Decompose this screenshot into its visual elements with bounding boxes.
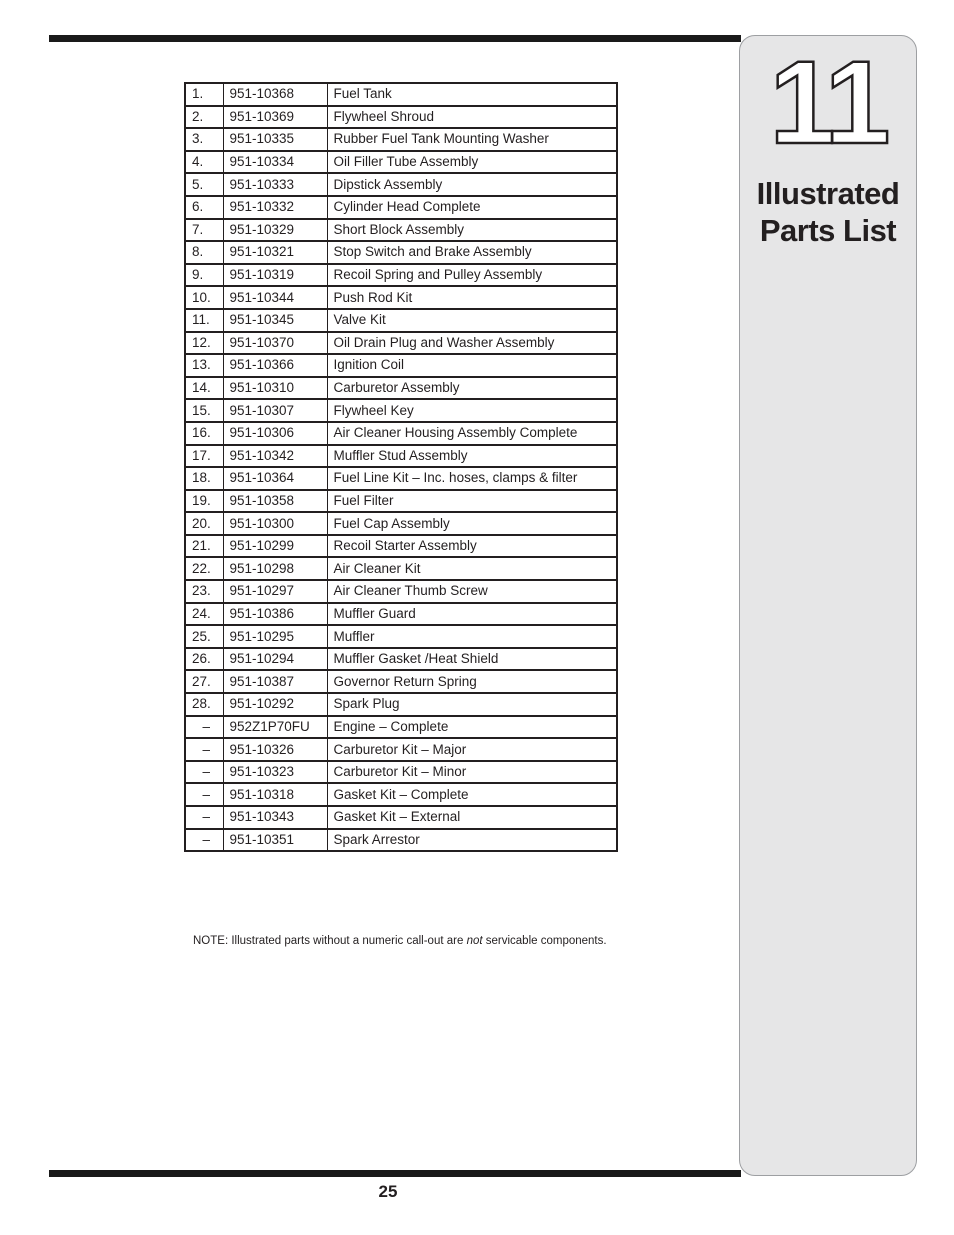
ref-number: 15. bbox=[185, 399, 223, 422]
part-description: Gasket Kit – Complete bbox=[327, 783, 617, 806]
table-row bbox=[185, 106, 617, 129]
part-description: Spark Arrestor bbox=[327, 829, 617, 852]
table-row bbox=[185, 648, 617, 671]
note-emphasis: not bbox=[466, 935, 483, 947]
table-row bbox=[185, 173, 617, 196]
table-row bbox=[185, 128, 617, 151]
part-description: Rubber Fuel Tank Mounting Washer bbox=[327, 128, 617, 151]
part-number: 951-10323 bbox=[223, 761, 327, 784]
part-description: Ignition Coil bbox=[327, 354, 617, 377]
part-number: 951-10329 bbox=[223, 219, 327, 242]
chapter-title bbox=[739, 175, 917, 249]
table-row bbox=[185, 196, 617, 219]
ref-number: 6. bbox=[185, 196, 223, 219]
ref-number: 20. bbox=[185, 512, 223, 535]
part-number: 951-10368 bbox=[223, 83, 327, 106]
table-row bbox=[185, 332, 617, 355]
ref-number: 2. bbox=[185, 106, 223, 129]
part-description: Air Cleaner Housing Assembly Complete bbox=[327, 422, 617, 445]
part-description: Flywheel Key bbox=[327, 399, 617, 422]
ref-number: 21. bbox=[185, 535, 223, 558]
part-number: 951-10370 bbox=[223, 332, 327, 355]
part-number: 951-10306 bbox=[223, 422, 327, 445]
table-row bbox=[185, 354, 617, 377]
part-number: 951-10295 bbox=[223, 625, 327, 648]
table-row bbox=[185, 670, 617, 693]
ref-number: 16. bbox=[185, 422, 223, 445]
table-row bbox=[185, 445, 617, 468]
table-row bbox=[185, 309, 617, 332]
table-row bbox=[185, 580, 617, 603]
part-number: 951-10321 bbox=[223, 241, 327, 264]
part-description: Muffler Stud Assembly bbox=[327, 445, 617, 468]
table-row bbox=[185, 783, 617, 806]
part-number: 951-10319 bbox=[223, 264, 327, 287]
table-row bbox=[185, 829, 617, 852]
part-number: 952Z1P70FU bbox=[223, 716, 327, 739]
ref-number: – bbox=[185, 806, 223, 829]
part-number: 951-10294 bbox=[223, 648, 327, 671]
parts-table-body bbox=[185, 83, 617, 851]
table-row bbox=[185, 693, 617, 716]
part-number: 951-10364 bbox=[223, 467, 327, 490]
table-row bbox=[185, 264, 617, 287]
ref-number: 27. bbox=[185, 670, 223, 693]
ref-number: 24. bbox=[185, 603, 223, 626]
part-description: Carburetor Kit – Major bbox=[327, 738, 617, 761]
note-suffix: servicable components. bbox=[482, 935, 607, 947]
chapter-number: 11 bbox=[769, 37, 887, 169]
note-prefix: NOTE: Illustrated parts without a numeric call-out are bbox=[193, 935, 467, 947]
table-row bbox=[185, 625, 617, 648]
part-number: 951-10386 bbox=[223, 603, 327, 626]
part-description: Recoil Starter Assembly bbox=[327, 535, 617, 558]
part-description: Air Cleaner Thumb Screw bbox=[327, 580, 617, 603]
part-description: Flywheel Shroud bbox=[327, 106, 617, 129]
part-number: 951-10326 bbox=[223, 738, 327, 761]
ref-number: 25. bbox=[185, 625, 223, 648]
ref-number: 8. bbox=[185, 241, 223, 264]
part-description: Push Rod Kit bbox=[327, 286, 617, 309]
part-number: 951-10307 bbox=[223, 399, 327, 422]
part-number: 951-10344 bbox=[223, 286, 327, 309]
table-row bbox=[185, 241, 617, 264]
ref-number: 22. bbox=[185, 557, 223, 580]
part-number: 951-10297 bbox=[223, 580, 327, 603]
top-rule bbox=[49, 35, 741, 42]
part-description: Engine – Complete bbox=[327, 716, 617, 739]
ref-number: – bbox=[185, 829, 223, 852]
part-description: Oil Filler Tube Assembly bbox=[327, 151, 617, 174]
part-description: Fuel Filter bbox=[327, 490, 617, 513]
table-row bbox=[185, 603, 617, 626]
part-number: 951-10298 bbox=[223, 557, 327, 580]
part-description: Muffler Guard bbox=[327, 603, 617, 626]
part-description: Carburetor Assembly bbox=[327, 377, 617, 400]
part-description: Governor Return Spring bbox=[327, 670, 617, 693]
chapter-title-line-1: Illustrated bbox=[756, 176, 900, 211]
page-number: 25 bbox=[378, 1182, 398, 1201]
table-row bbox=[185, 286, 617, 309]
ref-number: 7. bbox=[185, 219, 223, 242]
part-description: Air Cleaner Kit bbox=[327, 557, 617, 580]
table-row bbox=[185, 422, 617, 445]
ref-number: 14. bbox=[185, 377, 223, 400]
table-row bbox=[185, 377, 617, 400]
ref-number: 12. bbox=[185, 332, 223, 355]
ref-number: 5. bbox=[185, 173, 223, 196]
part-number: 951-10300 bbox=[223, 512, 327, 535]
part-description: Stop Switch and Brake Assembly bbox=[327, 241, 617, 264]
ref-number: 19. bbox=[185, 490, 223, 513]
table-row bbox=[185, 512, 617, 535]
part-description: Cylinder Head Complete bbox=[327, 196, 617, 219]
part-description: Carburetor Kit – Minor bbox=[327, 761, 617, 784]
table-row bbox=[185, 83, 617, 106]
ref-number: 28. bbox=[185, 693, 223, 716]
part-description: Recoil Spring and Pulley Assembly bbox=[327, 264, 617, 287]
ref-number: 13. bbox=[185, 354, 223, 377]
part-number: 951-10334 bbox=[223, 151, 327, 174]
part-number: 951-10369 bbox=[223, 106, 327, 129]
part-number: 951-10333 bbox=[223, 173, 327, 196]
ref-number: 3. bbox=[185, 128, 223, 151]
ref-number: – bbox=[185, 738, 223, 761]
part-description: Dipstick Assembly bbox=[327, 173, 617, 196]
bottom-rule bbox=[49, 1170, 741, 1177]
chapter-title-line-2: Parts List bbox=[759, 213, 897, 248]
table-row bbox=[185, 535, 617, 558]
part-number: 951-10351 bbox=[223, 829, 327, 852]
table-row bbox=[185, 151, 617, 174]
ref-number: 9. bbox=[185, 264, 223, 287]
part-description: Short Block Assembly bbox=[327, 219, 617, 242]
table-row bbox=[185, 557, 617, 580]
part-number: 951-10343 bbox=[223, 806, 327, 829]
ref-number: 26. bbox=[185, 648, 223, 671]
table-row bbox=[185, 467, 617, 490]
part-number: 951-10358 bbox=[223, 490, 327, 513]
ref-number: 23. bbox=[185, 580, 223, 603]
part-description: Fuel Cap Assembly bbox=[327, 512, 617, 535]
part-description: Gasket Kit – External bbox=[327, 806, 617, 829]
part-number: 951-10292 bbox=[223, 693, 327, 716]
part-number: 951-10335 bbox=[223, 128, 327, 151]
part-description: Muffler bbox=[327, 625, 617, 648]
table-row bbox=[185, 716, 617, 739]
ref-number: 1. bbox=[185, 83, 223, 106]
table-row bbox=[185, 806, 617, 829]
table-row bbox=[185, 738, 617, 761]
part-number: 951-10332 bbox=[223, 196, 327, 219]
table-row bbox=[185, 399, 617, 422]
ref-number: – bbox=[185, 716, 223, 739]
part-number: 951-10387 bbox=[223, 670, 327, 693]
part-description: Fuel Tank bbox=[327, 83, 617, 106]
part-description: Fuel Line Kit – Inc. hoses, clamps & filter bbox=[327, 467, 617, 490]
part-description: Spark Plug bbox=[327, 693, 617, 716]
parts-table bbox=[184, 82, 618, 852]
ref-number: 18. bbox=[185, 467, 223, 490]
part-number: 951-10310 bbox=[223, 377, 327, 400]
part-number: 951-10342 bbox=[223, 445, 327, 468]
ref-number: 10. bbox=[185, 286, 223, 309]
table-row bbox=[185, 761, 617, 784]
part-description: Oil Drain Plug and Washer Assembly bbox=[327, 332, 617, 355]
table-row bbox=[185, 490, 617, 513]
ref-number: 17. bbox=[185, 445, 223, 468]
ref-number: – bbox=[185, 761, 223, 784]
parts-note bbox=[193, 935, 607, 947]
part-number: 951-10345 bbox=[223, 309, 327, 332]
ref-number: 4. bbox=[185, 151, 223, 174]
part-description: Valve Kit bbox=[327, 309, 617, 332]
ref-number: – bbox=[185, 783, 223, 806]
part-number: 951-10366 bbox=[223, 354, 327, 377]
table-row bbox=[185, 219, 617, 242]
part-number: 951-10299 bbox=[223, 535, 327, 558]
ref-number: 11. bbox=[185, 309, 223, 332]
part-description: Muffler Gasket /Heat Shield bbox=[327, 648, 617, 671]
part-number: 951-10318 bbox=[223, 783, 327, 806]
